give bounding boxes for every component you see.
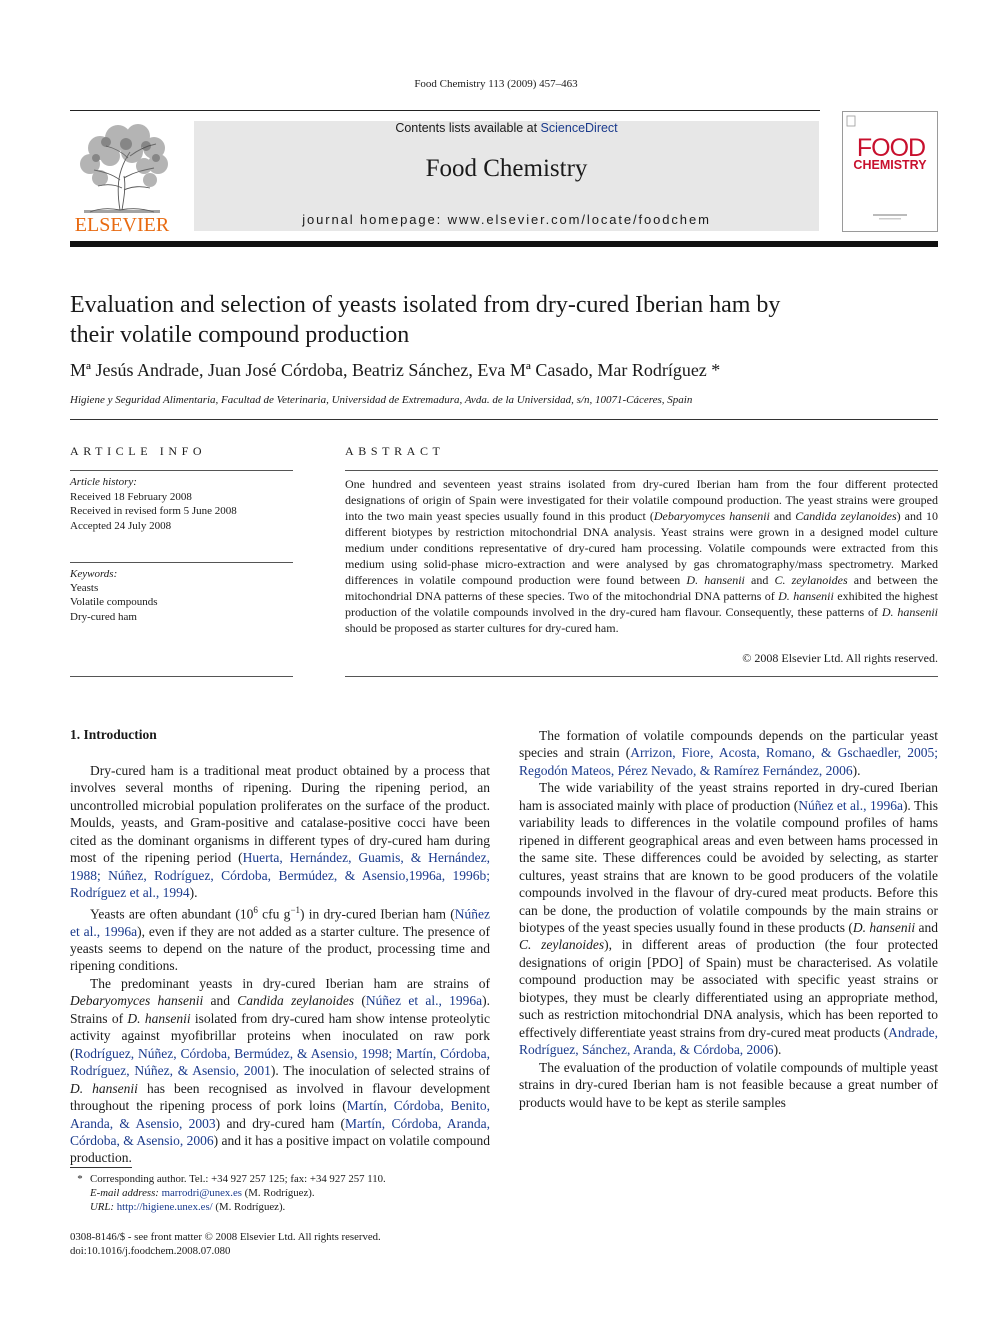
- citation-link[interactable]: Núñez et al., 1996a: [798, 797, 903, 813]
- author-name[interactable]: Eva Mª Casado: [477, 360, 589, 380]
- elsevier-wordmark: ELSEVIER: [74, 214, 170, 236]
- page-footer: [70, 1230, 490, 1258]
- body-column-right: [519, 727, 938, 1111]
- elsevier-tree-icon: [70, 118, 174, 236]
- article-title: [70, 290, 930, 350]
- citation-link[interactable]: Núñez et al., 1996a: [365, 993, 483, 1009]
- citation-link[interactable]: Martín, Córdoba, Aranda, Córdoba, & Asensio, 2006: [70, 1115, 490, 1149]
- header-rule: [70, 110, 820, 111]
- history-revised: Received in revised form 5 June 2008: [70, 505, 237, 517]
- paragraph: Dry-cured ham is a traditional meat product obtained by a process that involves several months of ripening. During the ripening period, an uncontrolled microbial population proliferates on the surface of the product. Moulds, yeasts, and Gram-positive and catalase-positive cocci have been cited as the dominant organisms in different types of dry-cured ham during most of the ripening period (Huerta, Hernández, Guamis, & Hernández, 1988; Núñez, Rodríguez, Córdoba, Bermúdez, & Asensio,1996a, 1996b; Rodríguez et al., 1994).: [70, 763, 490, 901]
- author-separator: ,: [198, 360, 208, 380]
- author-name[interactable]: Juan José Córdoba: [207, 360, 343, 380]
- keyword: Yeasts: [70, 582, 99, 595]
- history-label: Article history:: [70, 476, 137, 488]
- corresponding-author-note: * Corresponding author. Tel.: +34 927 257 125; fax: +34 927 257 110.: [70, 1172, 490, 1186]
- article-info-heading: ARTICLE INFO: [70, 444, 207, 458]
- article-info-rule: [70, 676, 293, 677]
- citation-link[interactable]: Andrade, Rodríguez, Sánchez, Aranda, & Córdoba, 2006: [519, 1024, 938, 1058]
- author-separator: ,: [468, 360, 478, 380]
- abstract-rule: [345, 676, 938, 677]
- cover-title-food: FOOD: [856, 134, 926, 162]
- author-separator: ,: [588, 360, 598, 380]
- running-head: Food Chemistry 113 (2009) 457–463: [414, 78, 578, 90]
- journal-name: Food Chemistry: [425, 155, 588, 182]
- article-info-rule: [70, 470, 293, 471]
- keyword: Volatile compounds: [70, 596, 158, 609]
- front-matter-line: 0308-8146/$ - see front matter © 2008 Elsevier Ltd. All rights reserved.: [70, 1231, 381, 1243]
- abstract-text: One hundred and seventeen yeast strains isolated from dry-cured Iberian ham from the four different protected designations of origin of Spain were investigated for their volatile compound production. The yeast strains were grouped into the two main yeast species usually found in this product (Debaryomyces hansenii and Candida zeylanoides) and 10 different biotypes by restriction mitochondrial DNA analysis. Yeast strains were grown in a designed model culture medium under conditions representative of dry-cured ham processing. Volatile compounds were extracted from this medium using solid-phase micro-extraction and were analysed by gas chromatography/mass spectrometry. Marked differences in volatile compound production were found between D. hansenii and C. zeylanoides and between the mitochondrial DNA patterns of these species. Two of the mitochondrial DNA patterns of D. hansenii exhibited the highest production of the volatile compounds involved in the dry-cured ham flavour. Consequently, these patterns of D. hansenii should be proposed as starter cultures for dry-cured ham.: [345, 477, 939, 635]
- sciencedirect-link[interactable]: ScienceDirect: [540, 121, 618, 135]
- email-link[interactable]: marrodri@unex.es: [161, 1187, 242, 1199]
- citation-link[interactable]: Rodríguez, Núñez, Córdoba, Bermúdez, & Asensio, 1998; Martín, Córdoba, Rodríguez, Núñez, & Asensio, 2001: [70, 1045, 490, 1079]
- citation-link[interactable]: Martín, Córdoba, Benito, Aranda, & Asensio, 2003: [70, 1098, 490, 1131]
- footnotes: [70, 1172, 490, 1214]
- paragraph: The evaluation of the production of volatile compounds of multiple yeast strains in dry-cured Iberian ham is not feasible because a great number of products would have to be kept as sterile samples: [519, 1059, 938, 1110]
- section-heading-introduction: 1. Introduction: [70, 727, 157, 742]
- journal-homepage[interactable]: journal homepage: www.elsevier.com/locate/foodchem: [302, 212, 711, 227]
- journal-cover-image: [843, 112, 937, 231]
- author-name[interactable]: Mª Jesús Andrade: [70, 360, 199, 380]
- doi-line[interactable]: doi:10.1016/j.foodchem.2008.07.080: [70, 1245, 231, 1257]
- url-link[interactable]: http://higiene.unex.es/: [116, 1201, 213, 1213]
- abstract-rule: [345, 470, 938, 471]
- paragraph: The wide variability of the yeast strains reported in dry-cured Iberian ham is associated mainly with place of production (Núñez et al., 1996a). This variability leads to differences in the volatile compound profiles of hams ripened in different geographical areas and even between hams processed in the same site. These differences could be avoided by selecting, as starter cultures, yeast strains that are known to be good producers of the volatile compounds involved in the flavour of dry-cured meat products. Before this can be done, the production of volatile compounds by the main strains or biotypes of the yeast species usually found in these products (D. hansenii and C. zeylanoides), in different areas of production (the four protected designations of origin [PDO] of Spain) must be characterised. As volatile compound production may be associated with specific yeast strains or biotypes, they must be clearly differentiated using an appropriate method, such as restriction mitochondrial DNA analysis, which has been reported to effectively differentiate yeast strains from dry-cured meat products (Andrade, Rodríguez, Sánchez, Aranda, & Córdoba, 2006).: [519, 780, 938, 1058]
- affiliation: Higiene y Seguridad Alimentaria, Facultad de Veterinaria, Universidad de Extremadura, Avda. de la Universidad, s/n, 10071-Cáceres, Spain: [70, 394, 693, 406]
- keyword: Dry-cured ham: [70, 610, 137, 623]
- contents-line: [194, 121, 819, 135]
- article-title-line-2: their volatile compound production: [70, 322, 410, 348]
- affiliation-rule: [70, 419, 938, 420]
- abstract-heading: ABSTRACT: [345, 444, 445, 458]
- author-name[interactable]: Mar Rodríguez: [597, 360, 707, 380]
- journal-cover-thumbnail[interactable]: [842, 111, 938, 232]
- citation-link[interactable]: Arrizon, Fiore, Acosta, Romano, & Gschaedler, 2005; Regodón Mateos, Pérez Nevado, & Ramírez Fernández, 2006: [519, 745, 938, 778]
- citation-link[interactable]: Huerta, Hernández, Guamis, & Hernández, 1988; Núñez, Rodríguez, Córdoba, Bermúdez, & Asensio,1996a, 1996b; Rodríguez et al., 1994: [70, 850, 490, 901]
- citation-link[interactable]: Núñez et al., 1996a: [70, 906, 491, 939]
- abstract-copyright: © 2008 Elsevier Ltd. All rights reserved.: [742, 651, 938, 665]
- url-note: URL: http://higiene.unex.es/ (M. Rodríguez).: [90, 1201, 286, 1213]
- email-note: E-mail address: marrodri@unex.es (M. Rodríguez).: [90, 1187, 315, 1199]
- article-history: [70, 475, 293, 533]
- keywords: [70, 567, 293, 624]
- history-accepted: Accepted 24 July 2008: [70, 519, 172, 532]
- cover-title-chemistry: CHEMISTRY: [853, 158, 927, 172]
- elsevier-logo[interactable]: [70, 118, 174, 236]
- contents-prefix: Contents lists available at: [395, 121, 541, 135]
- footnote-mark: *: [77, 1173, 83, 1185]
- author-list: [70, 360, 930, 381]
- paragraph: The formation of volatile compounds depends on the particular yeast species and strain (Arrizon, Fiore, Acosta, Romano, & Gschaedler, 2005; Regodón Mateos, Pérez Nevado, & Ramírez Fernández, 2006).: [519, 728, 938, 778]
- paragraph: The predominant yeasts in dry-cured Iberian ham are strains of Debaryomyces hansenii and Candida zeylanoides (Núñez et al., 1996a). Strains of D. hansenii isolated from dry-cured ham show intense proteolytic activity against myofibrillar proteins when inoculated on raw pork (Rodríguez, Núñez, Córdoba, Bermúdez, & Asensio, 1998; Martín, Córdoba, Rodríguez, Núñez, & Asensio, 2001). The inoculation of selected strains of D. hansenii has been recognised as involved in flavour development throughout the ripening process of pork loins (Martín, Córdoba, Benito, Aranda, & Asensio, 2003) and dry-cured ham (Martín, Córdoba, Aranda, Córdoba, & Asensio, 2006) and it has a positive impact on volatile compound production.: [70, 975, 491, 1166]
- body-column-left: [70, 762, 490, 1167]
- paragraph: Yeasts are often abundant ($10^6$ cfu $g^{-1}$) in dry-cured Iberian ham (Núñez et al., 1996a), even if they are not added as a starter culture. The presence of yeasts seems to depend on the nature of the product, processing time and ripening conditions.: [70, 904, 491, 974]
- author-name[interactable]: Beatriz Sánchez: [351, 360, 469, 380]
- article-info-rule: [70, 562, 293, 563]
- footnote-rule: [70, 1167, 132, 1168]
- masthead-rule: [70, 241, 938, 247]
- corresponding-mark[interactable]: *: [706, 360, 721, 380]
- history-received: Received 18 February 2008: [70, 490, 192, 503]
- article-title-line-1: Evaluation and selection of yeasts isolated from dry-cured Iberian ham by: [70, 292, 781, 318]
- author-separator: ,: [342, 360, 352, 380]
- keywords-label: Keywords:: [70, 568, 118, 580]
